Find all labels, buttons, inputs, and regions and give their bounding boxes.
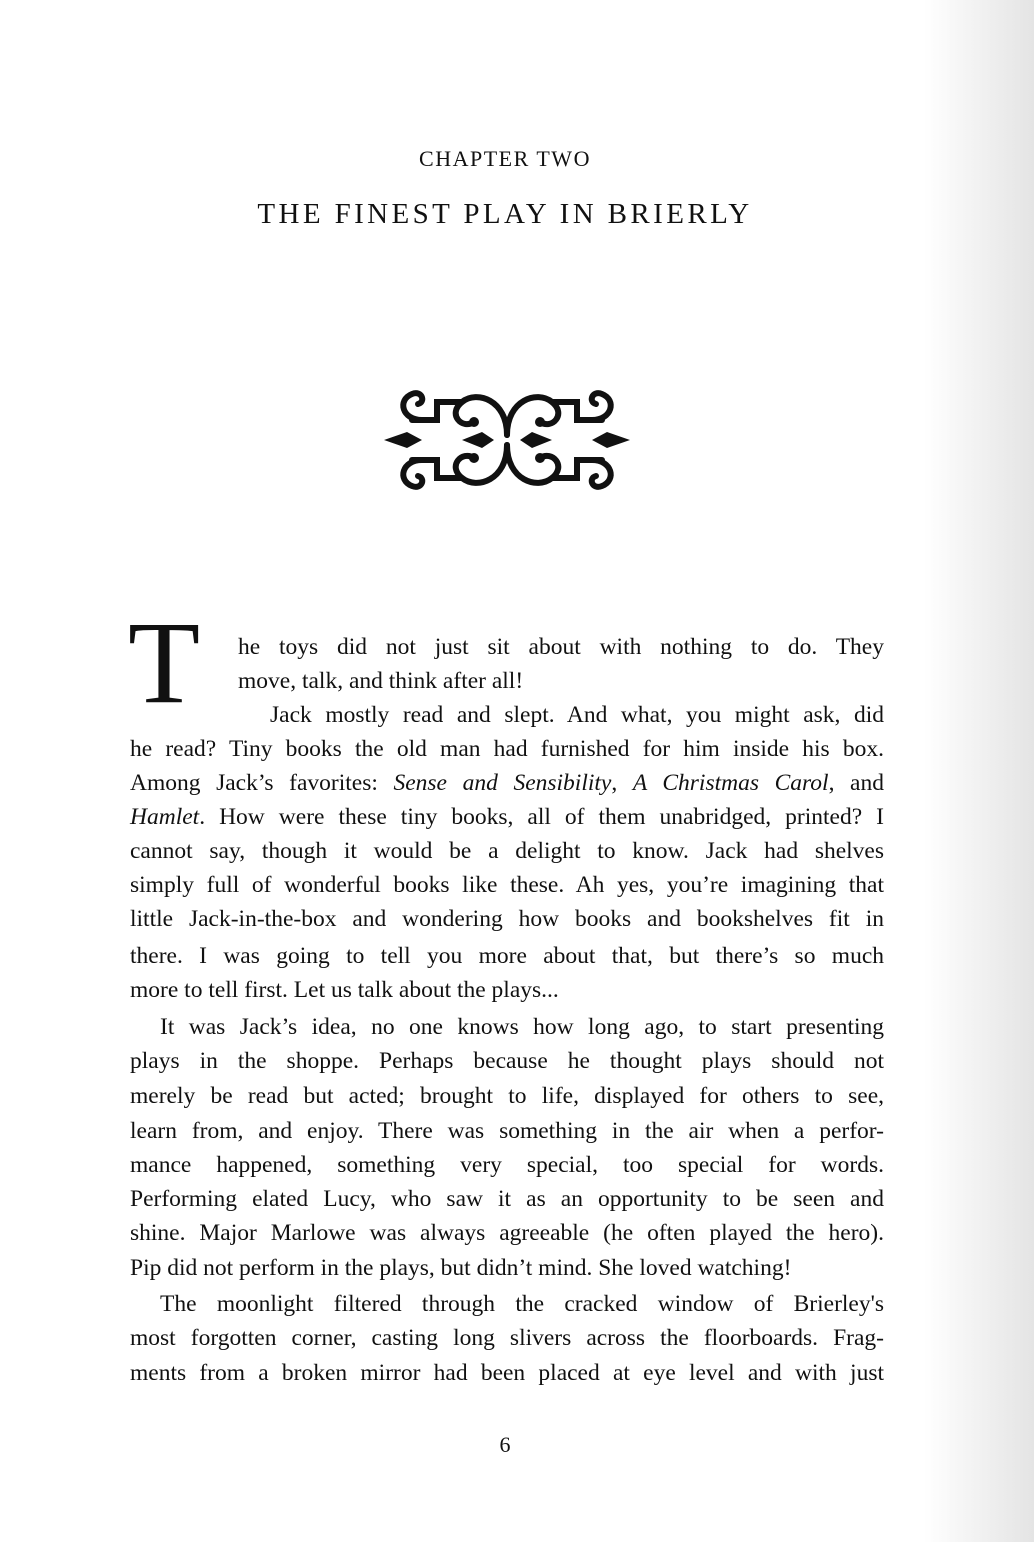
text-segment: Performing elated Lucy, who saw it as an opportunity to be seen and [130, 1186, 884, 1212]
italic-title: Hamlet [130, 804, 200, 830]
text-line [130, 1116, 884, 1146]
text-segment: plays in the shoppe. Perhaps because he thought plays should not [130, 1048, 884, 1074]
text-segment: , [611, 770, 633, 796]
text-segment: mance happened, something very special, too special for words. [130, 1152, 884, 1178]
chapter-label: CHAPTER TWO [419, 146, 591, 171]
text-segment: merely be read but acted; brought to life, displayed for others to see, [130, 1083, 884, 1109]
text-line [130, 1184, 884, 1214]
italic-title: A Christmas Carol [632, 770, 829, 796]
text-line [130, 1253, 884, 1283]
text-segment: little Jack-in-the-box and wondering how books and bookshelves fit in [130, 906, 884, 932]
text-segment: he toys did not just sit about with nothing to do. They [238, 634, 884, 660]
text-segment: he read? Tiny books the old man had furnished for him inside his box. [130, 736, 884, 762]
text-line [130, 1046, 884, 1076]
text-segment: cannot say, though it would be a delight to know. Jack had shelves [130, 838, 884, 864]
text-segment: there. I was going to tell you more about that, but there’s so much [130, 943, 884, 969]
text-segment: , and [828, 770, 884, 796]
text-segment: It was Jack’s idea, no one knows how long ago, to start presenting [160, 1014, 884, 1040]
text-line [130, 1081, 884, 1111]
text-line [130, 734, 884, 764]
text-line [238, 666, 884, 696]
text-segment: ments from a broken mirror had been placed at eye level and with just [130, 1360, 884, 1386]
italic-title: Sense and Sensibility [393, 770, 612, 796]
page-edge-shadow [924, 0, 1034, 1542]
text-line [160, 1012, 884, 1042]
text-segment: . How were these tiny books, all of them unabridged, printed? I [199, 804, 884, 830]
chapter-title: THE FINEST PLAY IN BRIERLY [257, 198, 753, 230]
text-segment: Among Jack’s favorites: [130, 770, 394, 796]
scroll-ornament-icon [382, 380, 632, 500]
text-segment: The moonlight filtered through the cracked window of Brierley's [160, 1291, 884, 1317]
text-line [160, 1289, 884, 1319]
text-line [130, 904, 884, 934]
text-segment: move, talk, and think after all! [238, 668, 524, 694]
text-line [130, 836, 884, 866]
text-segment: simply full of wonderful books like these. Ah yes, you’re imagining that [130, 872, 884, 898]
text-segment: more to tell first. Let us talk about the plays... [130, 977, 559, 1003]
text-line [130, 1218, 884, 1248]
text-segment: shine. Major Marlowe was always agreeable (he often played the hero). [130, 1220, 884, 1246]
text-line [130, 1150, 884, 1180]
text-line [130, 975, 884, 1005]
page-number: 6 [499, 1432, 511, 1457]
text-segment: most forgotten corner, casting long slivers across the floorboards. Frag- [130, 1325, 884, 1351]
text-segment: learn from, and enjoy. There was something in the air when a perfor- [130, 1118, 884, 1144]
text-line [130, 768, 884, 798]
text-line [270, 700, 884, 730]
drop-cap: T [128, 597, 201, 728]
text-segment: Jack mostly read and slept. And what, you might ask, did [270, 702, 884, 728]
text-line [130, 1323, 884, 1353]
text-line [130, 941, 884, 971]
text-segment: Pip did not perform in the plays, but didn’t mind. She loved watching! [130, 1255, 792, 1281]
text-line [130, 802, 884, 832]
text-line [238, 632, 884, 662]
text-line [130, 1358, 884, 1388]
text-line [130, 870, 884, 900]
